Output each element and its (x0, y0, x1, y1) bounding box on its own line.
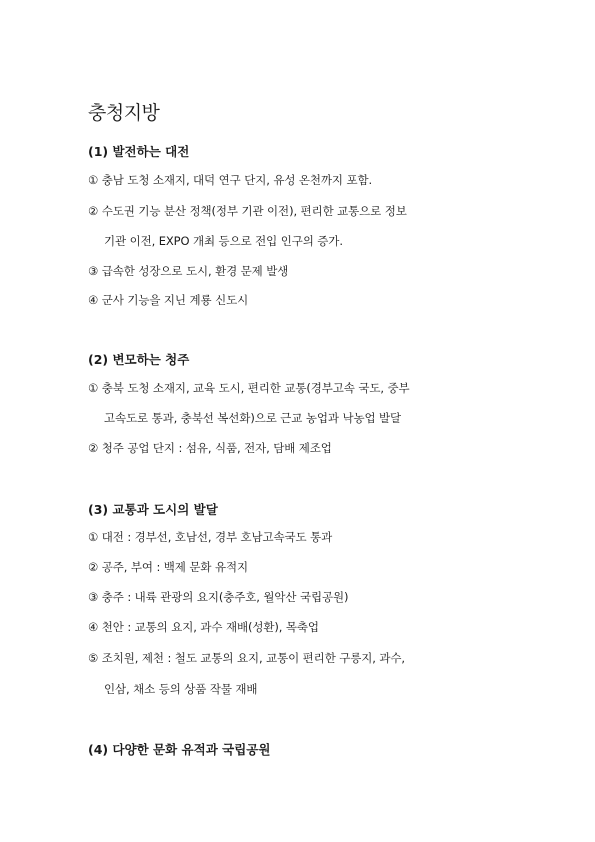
section-1-line-5: ④ 군사 기능을 지닌 계룡 신도시 (88, 293, 249, 307)
section-1-line-2: ② 수도권 기능 분산 정책(정부 기관 이전), 편리한 교통으로 정보 (88, 204, 407, 218)
section-3-line-6: 인삼, 채소 등의 상품 작물 재배 (104, 682, 258, 696)
section-2-line-2: 고속도로 통과, 충북선 복선화)으로 근교 농업과 낙농업 발달 (104, 411, 402, 425)
section-heading-1: (1) 발전하는 대전 (88, 144, 190, 159)
section-2-line-1: ① 충북 도청 소재지, 교육 도시, 편리한 교통(경부고속 국도, 중부 (88, 381, 410, 395)
section-1-line-1: ① 충남 도청 소재지, 대덕 연구 단지, 유성 온천까지 포함. (88, 173, 373, 187)
section-3-line-3: ③ 충주 : 내륙 관광의 요지(충주호, 월악산 국립공원) (88, 590, 349, 604)
section-3-line-4: ④ 천안 : 교통의 요지, 과수 재배(성환), 목축업 (88, 620, 319, 634)
section-1-line-4: ③ 급속한 성장으로 도시, 환경 문제 발생 (88, 264, 289, 278)
section-1-line-3: 기관 이전, EXPO 개최 등으로 전입 인구의 증가. (104, 234, 343, 248)
section-3-line-1: ① 대전 : 경부선, 호남선, 경부 호남고속국도 통과 (88, 530, 333, 544)
section-3-line-5: ⑤ 조치원, 제천 : 철도 교통의 요지, 교통이 편리한 구릉지, 과수, (88, 651, 405, 665)
section-3-line-2: ② 공주, 부여 : 백제 문화 유적지 (88, 560, 248, 574)
page-title: 충청지방 (88, 102, 160, 124)
section-2-line-3: ② 청주 공업 단지 : 섬유, 식품, 전자, 담배 제조업 (88, 441, 332, 455)
section-heading-4: (4) 다양한 문화 유적과 국립공원 (88, 742, 271, 757)
section-heading-2: (2) 변모하는 청주 (88, 352, 190, 367)
section-heading-3: (3) 교통과 도시의 발달 (88, 502, 218, 517)
